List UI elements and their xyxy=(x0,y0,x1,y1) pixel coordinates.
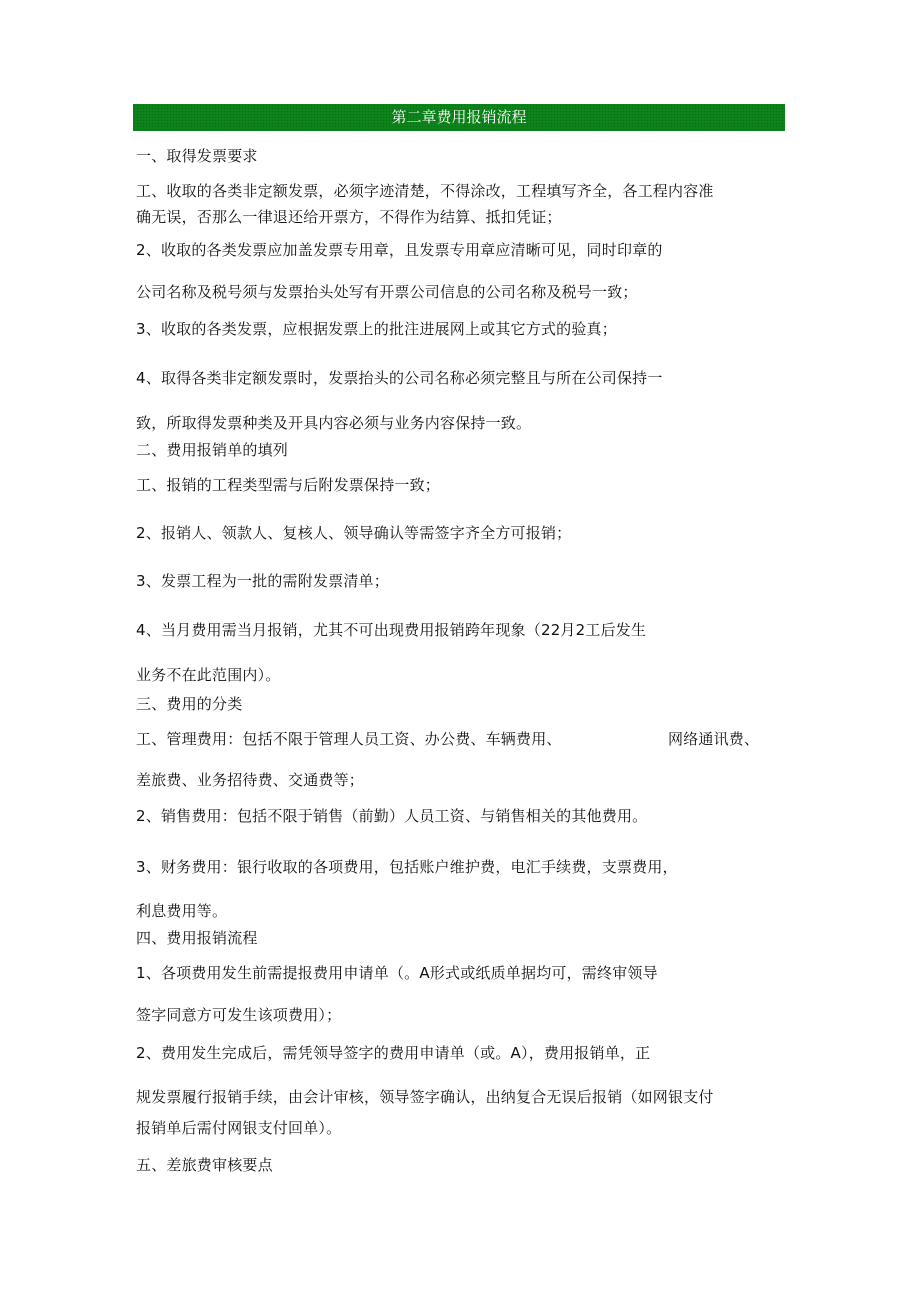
paragraph-line-fragment: 网络通讯费、 xyxy=(668,730,760,748)
paragraph-line: 3、发票工程为一批的需附发票清单； xyxy=(136,572,389,590)
paragraph-line: 规发票履行报销手续，由会计审核，领导签字确认，出纳复合无误后报销（如网银支付 xyxy=(136,1088,714,1106)
paragraph-line: 2、报销人、领款人、复核人、领导确认等需签字齐全方可报销； xyxy=(136,524,572,542)
paragraph-line: 1、各项费用发生前需提报费用申请单（。A形式或纸质单据均可，需终审领导 xyxy=(136,964,658,982)
paragraph-line: 工、收取的各类非定额发票，必须字迹清楚，不得涂改，工程填写齐全，各工程内容准 xyxy=(136,182,714,200)
paragraph-line: 差旅费、业务招待费、交通费等； xyxy=(136,771,365,789)
paragraph-line: 2、收取的各类发票应加盖发票专用章，且发票专用章应清晰可见，同时印章的 xyxy=(136,241,663,259)
paragraph-line: 工、管理费用：包括不限于管理人员工资、办公费、车辆费用、 xyxy=(136,730,562,748)
section-heading-1: 一、取得发票要求 xyxy=(136,147,258,165)
paragraph-line: 业务不在此范围内）。 xyxy=(136,666,281,684)
paragraph-line: 致，所取得发票种类及开具内容必须与业务内容保持一致。 xyxy=(136,414,532,432)
paragraph-line: 4、当月费用需当月报销，尤其不可出现费用报销跨年现象（22月2工后发生 xyxy=(136,621,647,639)
section-heading-3: 三、费用的分类 xyxy=(136,695,243,713)
chapter-title: 第二章费用报销流程 xyxy=(133,104,785,131)
section-heading-2: 二、费用报销单的填列 xyxy=(136,441,289,459)
paragraph-line: 确无误，否那么一律退还给开票方，不得作为结算、抵扣凭证； xyxy=(136,208,562,226)
section-heading-5: 五、差旅费审核要点 xyxy=(136,1156,273,1174)
section-heading-4: 四、费用报销流程 xyxy=(136,929,258,947)
paragraph-line: 签字同意方可发生该项费用）； xyxy=(136,1006,342,1024)
paragraph-line: 3、收取的各类发票，应根据发票上的批注进展网上或其它方式的验真； xyxy=(136,320,617,338)
paragraph-line: 3、财务费用：银行收取的各项费用，包括账户维护费，电汇手续费，支票费用， xyxy=(136,858,678,876)
paragraph-line: 4、取得各类非定额发票时，发票抬头的公司名称必须完整且与所在公司保持一 xyxy=(136,369,663,387)
paragraph-line: 工、报销的工程类型需与后附发票保持一致； xyxy=(136,476,441,494)
paragraph-line: 利息费用等。 xyxy=(136,902,228,920)
paragraph-line: 报销单后需付网银支付回单）。 xyxy=(136,1119,342,1137)
paragraph-line: 2、费用发生完成后，需凭领导签字的费用申请单（或。A），费用报销单，正 xyxy=(136,1044,651,1062)
paragraph-line: 公司名称及税号须与发票抬头处写有开票公司信息的公司名称及税号一致； xyxy=(136,283,638,301)
paragraph-line: 2、销售费用：包括不限于销售（前勤）人员工资、与销售相关的其他费用。 xyxy=(136,807,648,825)
